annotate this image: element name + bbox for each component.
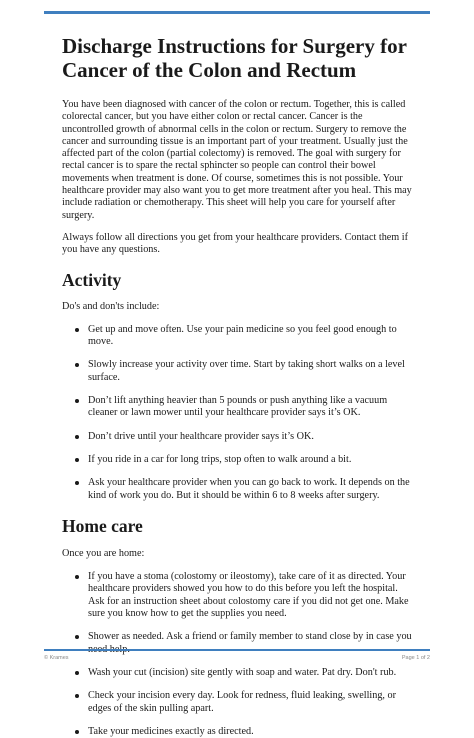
list-item-text: Don’t drive until your healthcare provider says it’s OK.	[88, 430, 314, 442]
list-item-text: Ask your healthcare provider when you can go back to work. It depends on the kind of work you do. But it should be within 6 to 8 weeks after surgery.	[88, 477, 410, 501]
bottom-rule	[44, 649, 430, 651]
footer-copyright: © Krames	[44, 655, 69, 661]
activity-heading: Activity	[62, 269, 122, 290]
list-item	[62, 324, 414, 349]
list-item-text: Check your incision every day. Look for redness, fluid leaking, swelling, or edges of the skin pulling apart.	[88, 690, 397, 714]
list-item	[62, 359, 414, 384]
directions-paragraph: Always follow all directions you get from your healthcare providers. Contact them if you have any questions.	[62, 231, 408, 256]
activity-lead: Do's and don'ts include:	[62, 300, 160, 312]
bullet-icon	[75, 363, 79, 367]
bullet-icon	[75, 399, 79, 403]
bullet-icon	[75, 458, 79, 462]
activity-list	[62, 324, 414, 502]
bullet-icon	[75, 328, 79, 332]
list-item	[62, 726, 414, 738]
list-item	[62, 631, 414, 656]
home-care-list	[62, 571, 414, 738]
document-body	[62, 34, 414, 738]
list-item	[62, 431, 414, 443]
list-item-text: Slowly increase your activity over time. Start by taking short walks on a level surface.	[88, 359, 405, 383]
home-care-heading: Home care	[62, 515, 143, 536]
list-item	[62, 454, 414, 466]
bullet-icon	[75, 575, 79, 579]
footer-page-number: Page 1 of 2	[401, 655, 430, 661]
bullet-icon	[75, 635, 79, 639]
document-title: Discharge Instructions for Surgery for Cancer of the Colon and Rectum	[62, 34, 407, 82]
list-item	[62, 395, 414, 420]
list-item-text: Shower as needed. Ask a friend or family member to stand close by in case you	[88, 631, 412, 643]
list-item-text: If you have a stoma (colostomy or ileostomy), take care of it as directed. Your healthcare providers showed you how to do this before you left the hospital. Ask for an instruction sheet about colostomy care if you did not get one. Make sure you know how to get the supplies you need.	[88, 571, 409, 620]
home-care-lead: Once you are home:	[62, 547, 145, 559]
list-item-text: If you ride in a car for long trips, stop often to walk around a bit.	[88, 453, 352, 465]
list-item	[62, 690, 414, 715]
list-item	[62, 477, 414, 502]
list-item-text: Wash your cut (incision) site gently with soap and water. Pat dry. Don't rub.	[88, 666, 397, 678]
bullet-icon	[75, 671, 79, 675]
bullet-icon	[75, 694, 79, 698]
bullet-icon	[75, 481, 79, 485]
bullet-icon	[75, 435, 79, 439]
top-rule	[44, 11, 430, 14]
list-item-text: Take your medicines exactly as directed.	[88, 725, 254, 737]
list-item-text: Get up and move often. Use your pain medicine so you feel good enough to move.	[88, 323, 397, 348]
intro-paragraph: You have been diagnosed with cancer of the colon or rectum. Together, this is called colorectal cancer, but you have either colon or rectal cancer. Cancer is the uncontrolled growth of abnormal cells in the colon or rectum. Surgery to remove the cancer and surrounding tissue is an important part of your treatment. Usually just the affected part of the colon (partial colectomy) is removed. The goal with surgery for rectal cancer is to spare the rectal sphincter so people can control their bowel movements when treatment is done. Of course, sometimes this is not possible. Your healthcare provider may also want you to get more treatment after you heal. This may include radiation or chemotherapy. This sheet will help you care for yourself after surgery.	[62, 99, 412, 221]
bullet-icon	[75, 730, 79, 734]
list-item	[62, 571, 414, 620]
list-item-text: Don’t lift anything heavier than 5 pounds or push anything like a vacuum cleaner or lawn mower until your healthcare provider says it’s OK.	[88, 395, 388, 419]
